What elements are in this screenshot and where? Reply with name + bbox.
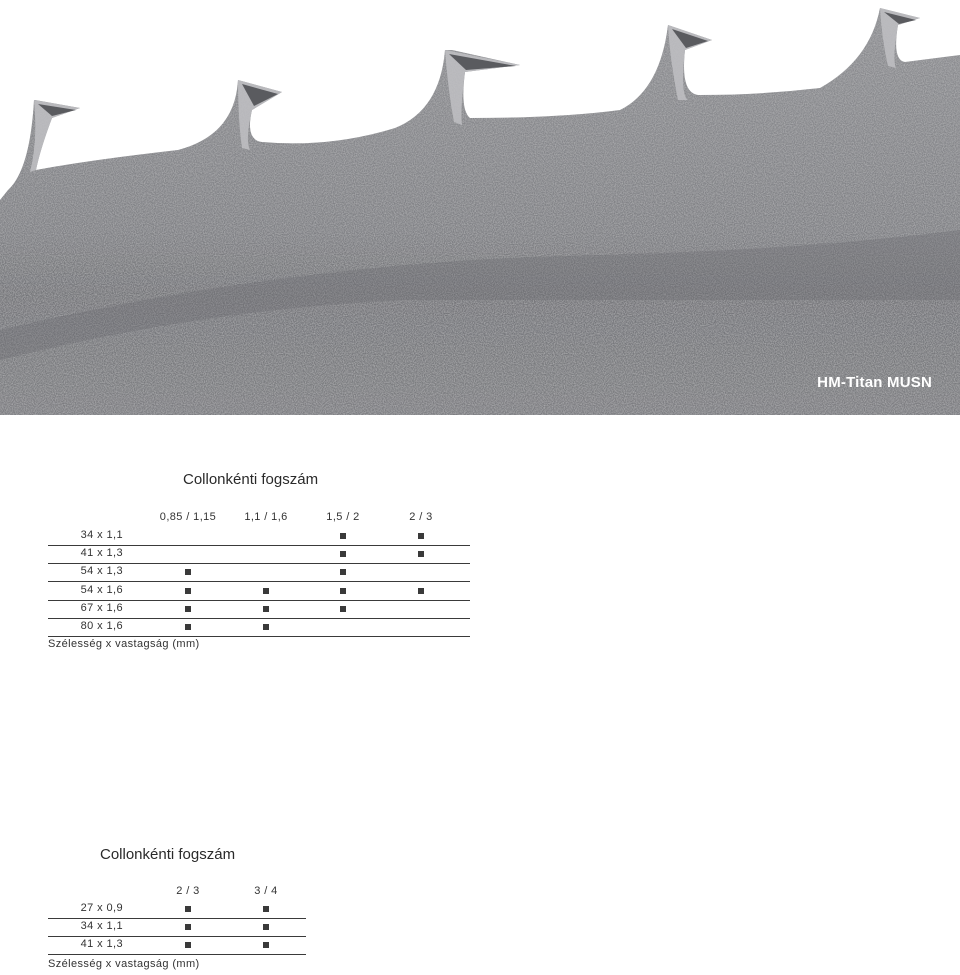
table-1-row-label: 80 x 1,6 — [80, 620, 123, 632]
table-2-row-label: 41 x 1,3 — [80, 938, 123, 951]
table-1-col-header: 1,1 / 1,6 — [244, 511, 288, 523]
table-2-footnote: Szélesség x vastagság (mm) — [48, 958, 200, 970]
product-name: HM-Titan MUSN — [817, 374, 932, 391]
table-1-row-label: 54 x 1,3 — [80, 565, 123, 578]
table-2-col-header: 2 / 3 — [176, 885, 200, 897]
table-2-row-label: 34 x 1,1 — [80, 920, 123, 933]
table-1-row-label: 34 x 1,1 — [80, 529, 123, 541]
table-1-col-header: 1,5 / 2 — [326, 511, 360, 523]
table-2-title: Collonkénti fogszám — [100, 846, 236, 863]
table-2-availability-mark — [185, 906, 191, 912]
table-2-availability-mark — [185, 942, 191, 948]
table-2-row — [48, 936, 306, 955]
table-2-availability-mark — [263, 942, 269, 948]
table-2-availability-mark — [263, 924, 269, 930]
table-2-row — [48, 918, 306, 937]
table-1-title: Collonkénti fogszám — [183, 471, 319, 488]
table-1-col-header: 0,85 / 1,15 — [159, 511, 217, 523]
table-2-col-header: 3 / 4 — [254, 885, 278, 897]
table-2-availability-mark — [185, 924, 191, 930]
table-1-row-label: 41 x 1,3 — [80, 547, 123, 560]
table-2-row — [48, 900, 306, 919]
table-1-col-header: 2 / 3 — [409, 511, 433, 523]
table-1-row-label: 54 x 1,6 — [80, 583, 123, 596]
table-2-row-label: 27 x 0,9 — [80, 902, 123, 914]
table-1-row-label: 67 x 1,6 — [80, 601, 123, 614]
table-1-footnote: Szélesség x vastagság (mm) — [48, 638, 200, 650]
table-2-availability-mark — [263, 906, 269, 912]
